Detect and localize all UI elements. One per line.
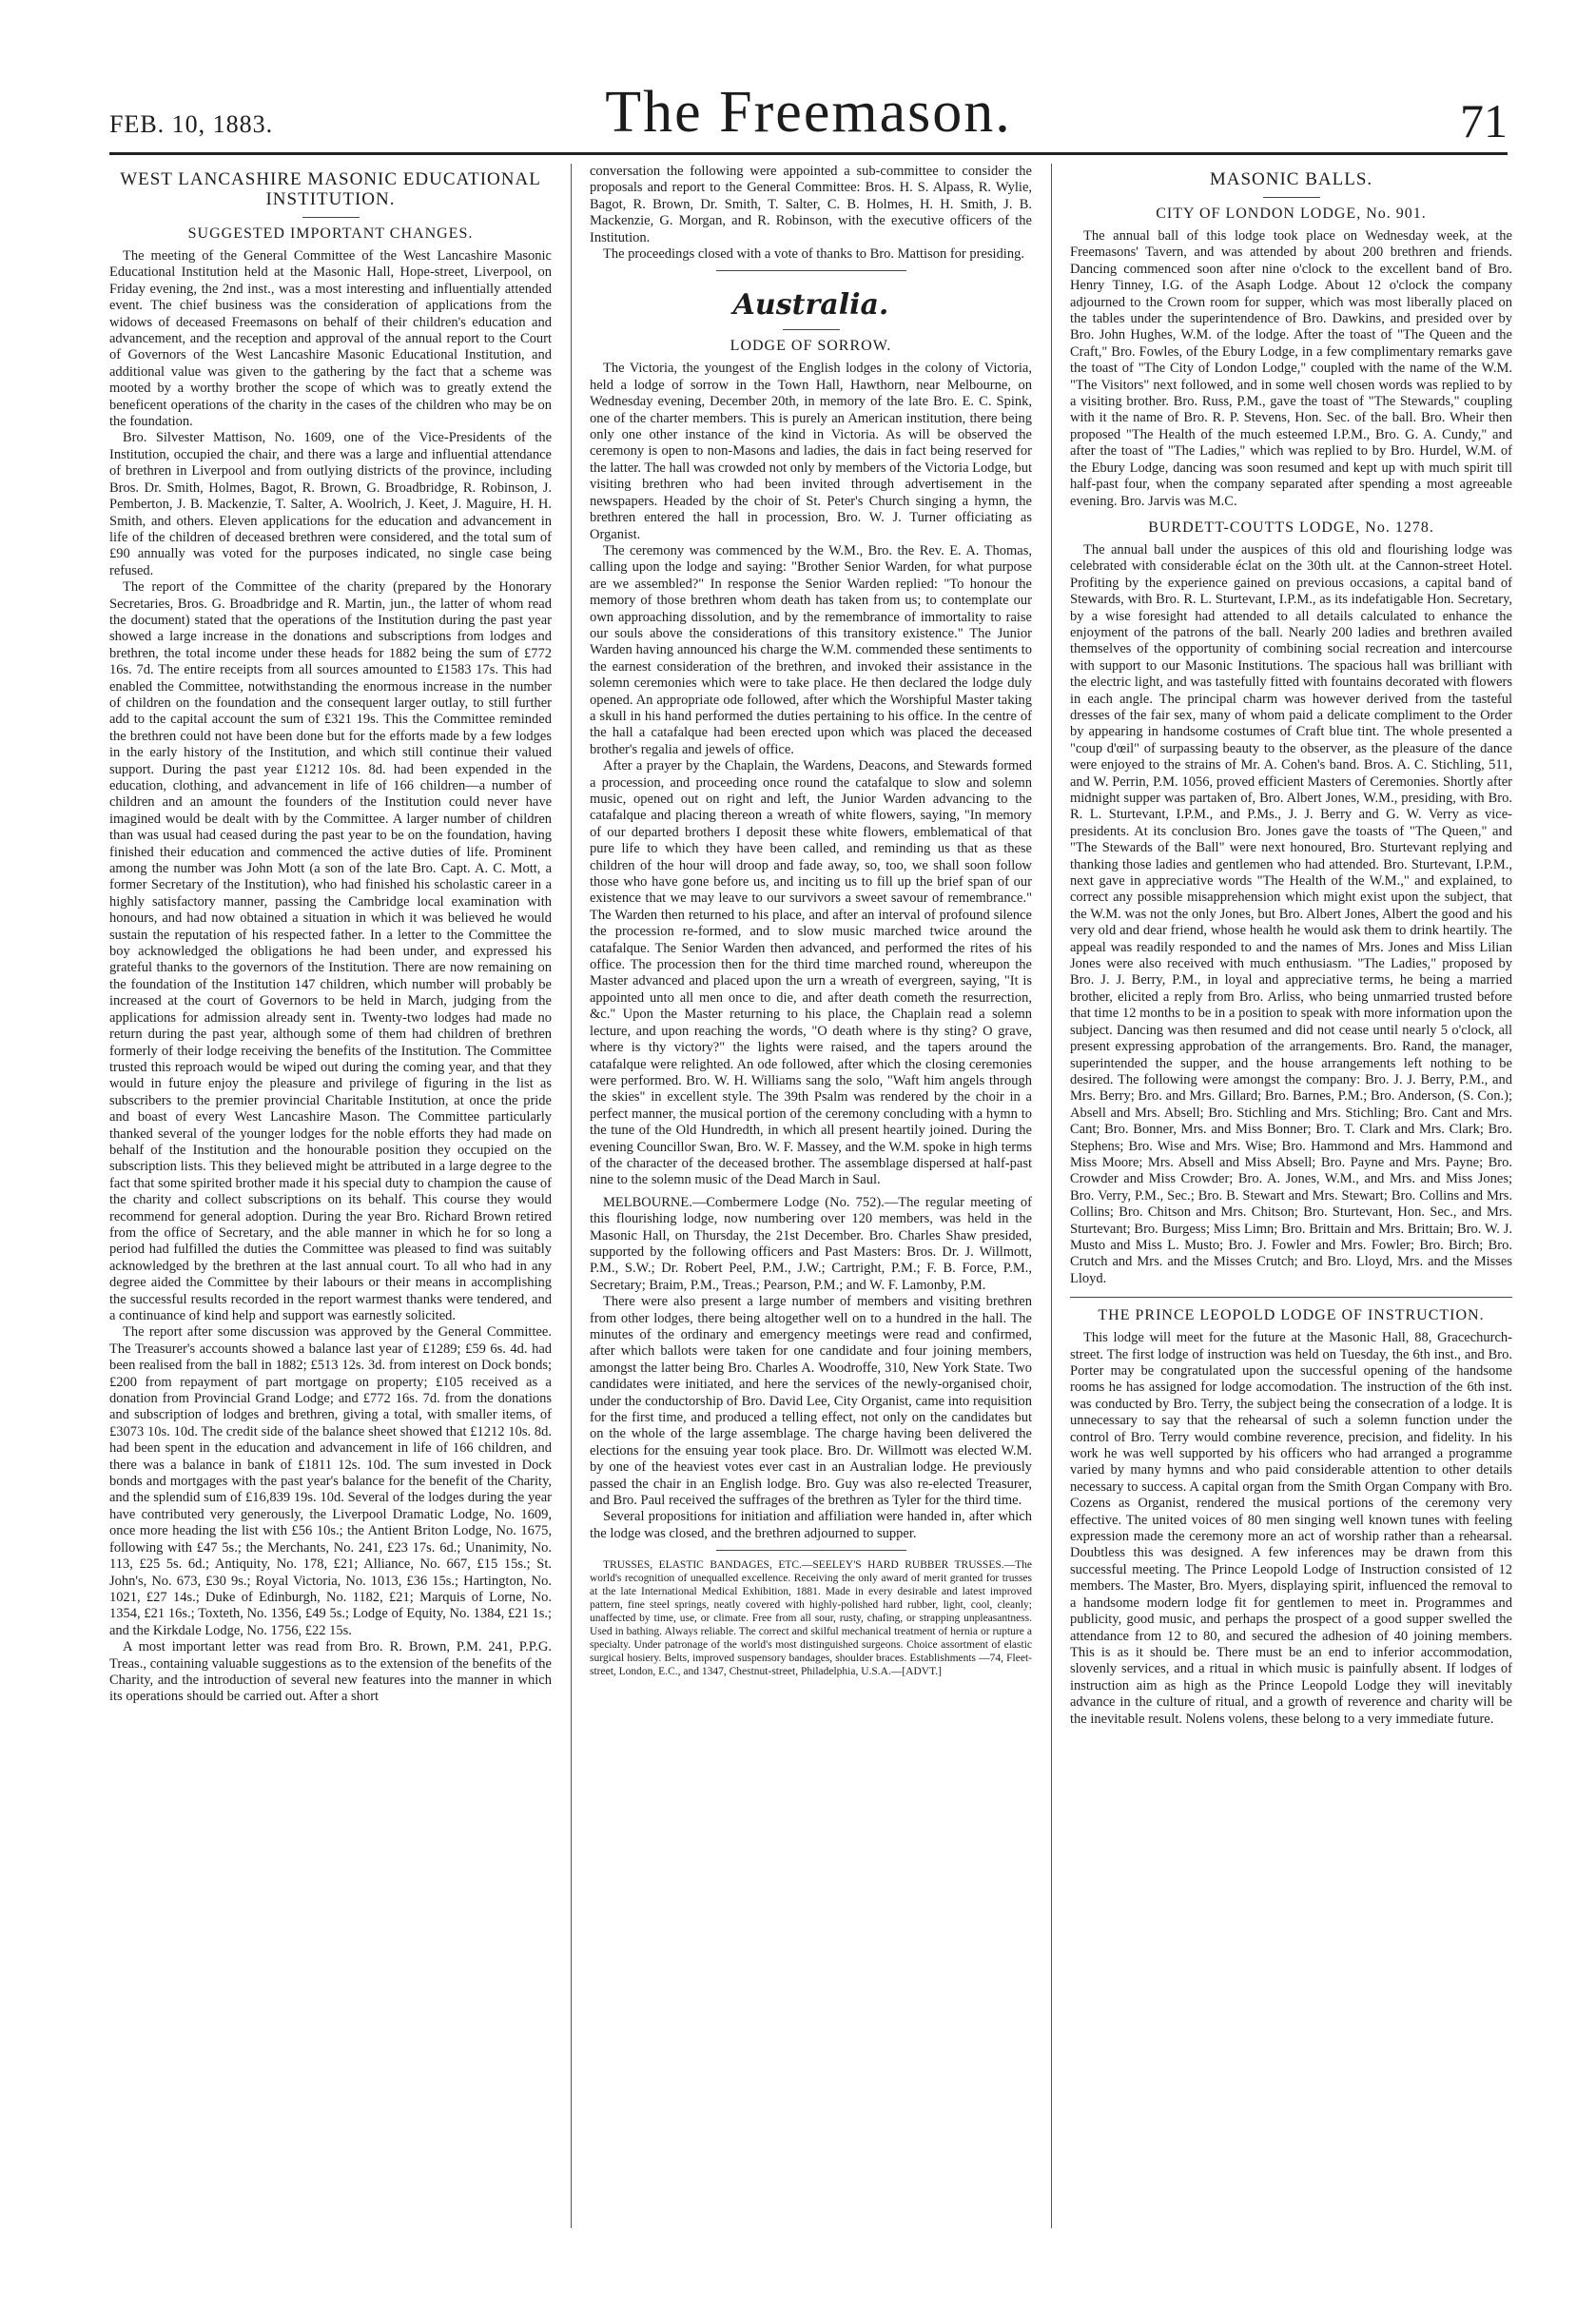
- article-heading: WEST LANCASHIRE MASONIC EDUCATIONAL INSTITUTION.: [120, 169, 541, 209]
- rule: [716, 270, 906, 271]
- paragraph: After a prayer by the Chaplain, the Wardens, Deacons, and Stewards formed a procession, and proceeding once round the catafalque to slow and solemn music, opened out on right and left, the Junior Warden advancing to the catafalque and placing thereon a wreath of white flowers, saying, "In memory of our departed brothers I deposit these white flowers, emblematical of that pure life to which they have been called, and reminding us that as these children of the hour will droop and fade away, so, too, we shall soon follow those who have gone before us, and inciting us to fill up the brief span of our existence that we may leave to our survivors a sweet savour of remembrance." The Warden then returned to his place, and after an interval of profound silence the procession re-formed, and to slow music marched twice around the catafalque. The Senior Warden then advanced, and performed the rites of his office. The procession then for the third time marched round, whereupon the Master advanced and placed upon the urn a wreath of evergreen, saying, "It is appointed unto all men once to die, and after death cometh the resurrection, &c." Upon the Master returning to his place, the Chaplain read a solemn lecture, and upon reaching the words, "O death where is thy sting? O grave, where is thy victory?" the lights were raised, and the tapers around the catafalque were relighted. An ode followed, after which the closing ceremonies were performed. Bro. W. H. Williams sang the solo, "Waft him angels through the skies" in excellent style. The 39th Psalm was rendered by the choir in a perfect manner, the musical portion of the ceremony concluding with a hymn to the tune of the Old Hundredth, in which all present heartily joined. During the evening Councillor Swan, Bro. W. F. Massey, and the W.M. spoke in high terms of the character of the deceased brother. The assemblage dispersed at half-past nine to the solemn music of the Dead March in Saul.: [590, 758, 1032, 1188]
- paragraph: The meeting of the General Committee of the West Lancashire Masonic Educational Institution held at the Masonic Hall, Hope-street, Liverpool, on Friday evening, the 2nd inst., was a most interesting and influentially attended event. The chief business was the consideration of applications from the widows of deceased Freemasons on behalf of their children's education and advancement, and the reception and approval of the annual report to the Court of Governors of the West Lancashire Masonic Educational Institution, and additional value was given to the gathering by the fact that a scheme was mooted by a worthy brother the scope of which was to greatly extend the beneficent operations of the charity in the cases of the children who may be on the foundation.: [109, 248, 552, 430]
- column-3: [1070, 164, 1512, 1728]
- page-number: 71: [1460, 94, 1508, 147]
- article-heading: THE PRINCE LEOPOLD LODGE OF INSTRUCTION.: [1098, 1307, 1485, 1324]
- masthead-rule: [109, 152, 1508, 155]
- column-divider: [571, 164, 572, 2228]
- paragraph: Bro. Silvester Mattison, No. 1609, one of the Vice-Presidents of the Institution, occupied the chair, and there was a large and influential attendance of brethren in Liverpool and from outlying districts of the province, including Bros. Dr. Smith, Holmes, Bagot, R. Brown, G. Broadbridge, R. Robinson, J. Pemberton, J. B. Mackenzie, T. Salter, A. Woolrich, J. Keet, J. Maguire, H. H. Smith, and others. Eleven applications for the education and advancement in life of the children of deceased brethren were considered, and the total sum of £90 annually was voted for the purposes indicated, no single case being refused.: [109, 430, 552, 578]
- paragraph: The report after some discussion was approved by the General Committee. The Treasurer's accounts showed a balance last year of £1289; £59 6s. 4d. had been realised from the ball in 1882; £513 12s. 3d. from interest on Dock bonds; £200 from repayment of part mortgage on property; £105 received as a donation from Provincial Grand Lodge; and £772 16s. 7d. from the donations and subscription of lodges and brethren, giving a total, with smaller items, of £3073 10s. 10d. The credit side of the balance sheet showed that £1212 10s. 8d. had been spent in the education and advancement in life of 166 children, and there was a balance in bank of £1811 12s. 10d. The sum invested in Dock bonds and mortgages with the past year's balance for the benefit of the Charity, and the splendid sum of £16,839 19s. 10d. Several of the lodges during the year have contributed very generously, the Liverpool Dramatic Lodge, No. 1609, once more heading the list with £56 10s.; the Antient Briton Lodge, No. 1675, following with £47 5s.; the Merchants, No. 241, £23 17s. 6d.; Unanimity, No. 113, £25 5s. 6d.; Antiquity, No. 178, £21; Alliance, No. 667, £15 15s.; St. John's, No. 673, £30 9s.; Royal Victoria, No. 1013, £36 15s.; Hartington, No. 1021, £27 14s.; Duke of Edinburgh, No. 1182, £21; Marquis of Lorne, No. 1354, £21 16s.; Toxteth, No. 1356, £49 5s.; Lodge of Equity, No. 1384, £21 1s.; and the Kirkdale Lodge, No. 1756, £22 15s.: [109, 1324, 552, 1638]
- column-1: [109, 164, 552, 1706]
- article-heading: LODGE OF SORROW.: [730, 338, 892, 355]
- column-2: [590, 164, 1032, 1678]
- paragraph: conversation the following were appointed a sub-committee to consider the proposals and report to the General Committee: Bros. H. S. Alpass, R. Wylie, Bagot, R. Brown, Dr. Smith, T. Salter, C. B. Holmes, H. H. Smith, J. B. Mackenzie, G. Morgan, and R. Robinson, with the executive officers of the Institution.: [590, 164, 1032, 245]
- article-heading: MASONIC BALLS.: [1209, 169, 1373, 189]
- paragraph: The annual ball under the auspices of this old and flourishing lodge was celebrated with considerable éclat on the 30th ult. at the Cannon-street Hotel. Profiting by the experience gained on previous occasions, a capital band of Stewards, with Bro. R. L. Sturtevant, I.P.M., as its indefatigable Hon. Secretary, by a wise foresight had attended to all details calculated to enhance the enjoyment of the patrons of the ball. Nearly 200 ladies and brethren availed themselves of the opportunity of combining social recreation and intercourse with support to our Masonic Institutions. The spacious hall was brilliant with the electric light, and was tastefully fitted with fountains decorated with flowers in each angle. The principal charm was however derived from the tasteful dresses of the fair sex, many of whom paid a delicate compliment to the Order by appearing in handsome costumes of Craft blue tint. The whole presented a "coup d'œil" of surpassing beauty to the observer, as the pleasure of the dance were enjoyed to the strains of Mr. A. Cohen's band. Bros. A. C. Stichling, 511, and W. Perrin, P.M. 1056, proved efficient Masters of Ceremonies. Shortly after midnight supper was partaken of, Bro. Albert Jones, W.M., presiding, with Bro. R. L. Sturtevant, I.P.M., and P.Ms., J. J. Berry and G. W. Verry as vice-presidents. At its conclusion Bro. Jones gave the toasts of "The Queen," and "The Stewards of the Ball" were next honoured, Bro. Sturtevant replying and thanking those ladies and gentlemen who had attended. Bro. Sturtevant, I.P.M., next gave in appreciative words "The Health of the W.M.," and explained, to correct any possible misapprehension which might exist upon the subject, that the W.M. was not the only Jones, but Bro. Albert Jones, Albert the good and his very old and dear friend, whose health he would ask them to drink heartily. The appeal was readily responded to and the names of Mrs. Jones and Miss Lilian Jones were also received with much enthusiasm. "The Ladies," proposed by Bro. J. J. Berry, P.M., in loyal and appreciative terms, he being a married brother, elicited a reply from Bro. Arliss, who being unmarried trusted before that time 12 months to be in a position to speak with more information upon the subject. Dancing was then resumed and did not cease until nearly 5 o'clock, all present expressing approbation of the arrangements. Bro. Rand, the manager, superintended the supper, and the house arrangements left nothing to be desired. The following were amongst the company: Bro. J. J. Berry, P.M., and Mrs. Berry; Bro. and Mrs. Gillard; Bro. Barnes, P.M.; Bro. Anderson, (S. Con.); Absell and Mrs. Absell; Bro. Stichling and Mrs. Stichling; Bro. Cant and Mrs. Cant; Bro. Bonner, Mrs. and Miss Bonner; Bro. T. Clark and Mrs. Clark; Bro. Stephens; Bro. Wise and Mrs. Wise; Bro. Hammond and Mrs. Hammond and Miss Moore; Mrs. Absell and Miss Absell; Bro. Payne and Mrs. Payne; Bro. Crowder and Miss Crowder; Bro. A. Jones, W.M., and Mrs. and Miss Jones; Bro. Verry, P.M., Sec.; Bro. B. Stewart and Mrs. Stewart; Bro. Collins and Mrs. Collins; Bro. Chitson and Mrs. Chitson; Bro. Sturtevant, Hon. Sec., and Mrs. Sturtevant; Bro. Burgess; Miss Limn; Bro. Brittain and Mrs. Brittain; Bro. W. J. Musto and Miss L. Musto; Bro. J. Fowler and Mrs. Fowler; Bro. Birch; Bro. Crutch and Mrs. and the Misses Crutch; and Bro. Lloyd, Mrs. and the Misses Lloyd.: [1070, 541, 1512, 1286]
- paragraph: The ceremony was commenced by the W.M., Bro. the Rev. E. A. Thomas, calling upon the lodge and saying: "Brother Senior Warden, for what purpose are we assembled?" In response the Senior Warden replied: "To honour the memory of those brethren whom death has taken from us; to contemplate our own approaching dissolution, and by the remembrance of immortality to raise our souls above the considerations of this transitory existence." The Junior Warden having announced his charge the W.M. commended these sentiments to the earnest consideration of the brethren, and invoked their assistance in the solemn ceremonies which were to take place. He then declared the lodge duly opened. An appropriate ode followed, after which the Worshipful Master taking a skull in his hand performed the duties pertaining to his office. In the centre of the hall a catafalque had been erected upon which was placed the deceased brother's regalia and jewels of office.: [590, 542, 1032, 757]
- masthead: [109, 65, 1508, 152]
- paragraph: The annual ball of this lodge took place on Wednesday week, at the Freemasons' Tavern, and was attended by about 200 brethren and friends. Dancing commenced soon after nine o'clock to the excellent band of Bro. Henry Tinney, I.G. of the Asaph Lodge. About 12 o'clock the company adjourned to the Crown room for supper, which was most liberally placed on the tables under the superintendence of Bro. Dawkins, and presided over by Bro. John Hughes, W.M. of the lodge. After the toast of "The Queen and the Craft," Bro. Fowles, of the Ebury Lodge, in a few complimentary remarks gave the toast of "The City of London Lodge," coupled with the name of the W.M. "The Visitors" next followed, and in some well chosen words was replied to by a visiting brother. Bro. Russ, P.M., gave the toast of "The Stewards," coupling with it the name of Bro. R. P. Stevens, Hon. Sec. of the ball. Bro. Wheir then proposed "The Health of the much esteemed I.P.M., Bro. G. A. Cundy," and after the toast of "The Ladies," which was replied to by Bro. Hurdel, W.M. of the Ebury Lodge, dancing was soon resumed and kept up with much spirit till half-past four, when the company separated after spending a most agreeable evening. Bro. Jarvis was M.C.: [1070, 228, 1512, 509]
- newspaper-title: The Freemason.: [605, 80, 1012, 145]
- paragraph: MELBOURNE.—Combermere Lodge (No. 752).—The regular meeting of this flourishing lodge, now numbering over 120 members, was held in the Masonic Hall, on Thursday, the 21st December. Bro. Charles Shaw presided, supported by the following officers and Past Masters: Bros. Dr. J. Willmott, P.M., S.W.; Dr. Robert Peel, P.M., J.W.; Cartright, P.M.; F. B. Force, P.M., Secretary; Braim, P.M., Treas.; Pearson, P.M.; and W. F. Lamonby, P.M.: [590, 1194, 1032, 1293]
- issue-date: FEB. 10, 1883.: [109, 110, 274, 138]
- rule: [1263, 197, 1320, 198]
- paragraph: This lodge will meet for the future at the Masonic Hall, 88, Gracechurch-street. The first lodge of instruction was held on Tuesday, the 6th inst., and Bro. Porter may be congratulated upon the successful opening of the handsome rooms he has assigned for lodge accomodation. The instruction of the 6th inst. was conducted by Bro. Terry, the subject being the consecration of a lodge. It is unnecessary to say that the rehearsal of such a solemn function under the control of Bro. Terry would combine reverence, precision, and fidelity. In his work he was well supported by his officers who had arranged a programme varied by many hymns and who paid considerable attention to other details necessary to success. A capital organ from the Smith Organ Company with Bro. Cozens as Organist, rendered the musical portions of the ceremony very effective. The united voices of 80 men singing well known tunes with feeling expression made the ceremony more an act of worship rather than a rehearsal. Doubtless this was designed. A few inferences may be drawn from this successful meeting. The Prince Leopold Lodge of Instruction consisted of 12 members. The Master, Bro. Myers, displaying spirit, influenced the removal to a handsome modern lodge fit for gentlemen to meet in. Programmes and publicity, good music, and perhaps the prospect of a good supper swelled the attendance from 12 to 80, and secured the adhesion of 40 joining members. This is as it should be. There must be an end to inferior accommodation, slovenly services, and a ritual in which music is painfully absent. If lodges of instruction aim as high as the Prince Leopold Lodge they will inevitably advance in the culture of ritual, and a growth of reverence and charity will be the inevitable result. Nolens volens, these belong to a very immediate future.: [1070, 1330, 1512, 1727]
- rule: [783, 329, 840, 330]
- paragraph: There were also present a large number of members and visiting brethren from other lodges, there being altogether well on to a hundred in the hall. The minutes of the ordinary and emergency meetings were read and confirmed, after which ballots were taken for one candidate and four joining members, amongst the latter being Bro. Charles A. Woodroffe, 310, New York State. Two candidates were initiated, and here the services of the newly-organised choir, under the conductorship of Bro. David Lee, City Organist, came into requisition for the first time, and produced a telling effect, not only on the candidates but on the whole of the large assemblage. The charge having been delivered the elections for the ensuing year took place. Bro. Dr. Willmott was elected W.M. by one of the heaviest votes ever cast in an Australian lodge. He previously passed the chair in an English lodge. Bro. Guy was also re-elected Treasurer, and Bro. Paul received the suffrages of the brethren as Tyler for the third time.: [590, 1294, 1032, 1509]
- article-subheading: CITY OF LONDON LODGE, No. 901.: [1156, 206, 1427, 222]
- article-subheading: BURDETT-COUTTS LODGE, No. 1278.: [1148, 519, 1434, 536]
- rule: [1070, 1297, 1512, 1298]
- rule: [716, 1550, 906, 1551]
- section-title: Australia.: [732, 288, 889, 323]
- paragraph: The report of the Committee of the charity (prepared by the Honorary Secretaries, Bros. G. Broadbridge and R. Martin, jun., the latter of whom read the document) stated that the operations of the Institution during the past year showed a large increase in the donations and subscriptions from lodges and brethren, the total income under these heads for 1882 being the sum of £772 16s. 7d. The entire receipts from all sources amounted to £1583 17s. This had enabled the Committee, notwithstanding the enormous increase in the number of children on the foundation and the consequent larger outlay, to still further add to the capital account the sum of £321 19s. This the Committee reminded the brethren could not have been done but for the efforts made by a few lodges in the early history of the Institution, and which still continue their valued support. During the past year £1212 10s. 8d. had been expended in the education, clothing, and advancement in life of 166 children—a number of children and an amount the founders of the Institution could never have imagined would be dealt with by the Committee. A larger number of children than was usual had ceased during the past year to be on the foundation, having finished their education and commenced the active duties of life. Prominent among the number was John Mott (a son of the late Bro. Capt. A. C. Mott, a former Secretary of the Institution), who had finished his scholastic career in a highly satisfactory manner, passing the Cambridge local examination with honours, and had now obtained a situation in which it was believed he would sustain the reputation of his respected father. In a letter to the Committee the boy acknowledged the obligations he had been under, and expressed his grateful thanks to the governors of the Institution. There are now remaining on the foundation of the Institution 147 children, which number will probably be increased at the court of Governors to be held in March, judging from the applications for admission already sent in. Twenty-two lodges had made no return during the past year, although some of them had children of brethren formerly of their lodge receiving the benefits of the Institution. The Committee trusted this reproach would be wiped out during the coming year, and that they would in future enjoy the pleasure and privilege of figuring in the list as subscribers to the premier provincial Charitable Institution, at once the pride and boast of every West Lancashire Mason. The Committee particularly thanked several of the younger lodges for the noble efforts they had made on behalf of the Institution and the honourable position they occupied on the subscription lists. This they believed might be attributed in a large degree to the fact that some spirited brother made it his special duty to champion the cause of the charity and collect subscriptions on its behalf. This course they would recommend for general adoption. During the year Bro. Richard Brown retired from the office of Secretary, and the able manner in which he for so long a period had fulfilled the duties the Committee was pleased to find was suitably acknowledged by the brethren at the last annual court. To all who had in any degree aided the Committee by their labours or their means in accomplishing the successful results recorded in the report warmest thanks were tendered, and a continuance of kind help and support was earnestly solicited.: [109, 579, 552, 1323]
- rule: [302, 217, 360, 218]
- column-divider: [1051, 164, 1052, 2228]
- paragraph: A most important letter was read from Bro. R. Brown, P.M. 241, P.P.G. Treas., containing valuable suggestions as to the extension of the benefits of the Charity, and the introduction of several new features into the manner in which its operations should be carried out. After a short: [109, 1639, 552, 1705]
- paragraph: Several propositions for initiation and affiliation were handed in, after which the lodge was closed, and the brethren adjourned to supper.: [590, 1509, 1032, 1541]
- paragraph: The proceedings closed with a vote of thanks to Bro. Mattison for presiding.: [603, 246, 1024, 263]
- paragraph: The Victoria, the youngest of the English lodges in the colony of Victoria, held a lodge of sorrow in the Town Hall, Hawthorn, near Melbourne, on Wednesday evening, December 20th, in memory of the late Bro. E. C. Spink, one of the charter members. This is purely an American institution, there being only one other instance of the kind in Victoria. As will be observed the ceremony is open to non-Masons and ladies, the dais in fact being reserved for the latter. The hall was crowded not only by members of the Victoria Lodge, but visiting brethren who had been invited through advertisement in the newspapers. Headed by the choir of St. Peter's Church singing a hymn, the brethren entered the hall in procession, Bro. W. J. Turner officiating as Organist.: [590, 361, 1032, 542]
- advertisement: TRUSSES, ELASTIC BANDAGES, ETC.—SEELEY'S HARD RUBBER TRUSSES.—The world's recognition of unequalled excellence. Receiving the only award of merit granted for trusses at the late International Medical Exhibition, 1881. Made in every desirable and latest improved pattern, fine steel springs, neatly covered with highly-polished hard rubber, light, cool, cleanly; unaffected by time, use, or climate. Free from all sour, rusty, chafing, or strapping unpleasantness. Used in bathing. Always reliable. The correct and skilful mechanical treatment of hernia or rupture a specialty. Under patronage of the world's most distinguished surgeons. Choice assortment of elastic surgical hosiery. Belts, improved suspensory bandages, shoulder braces. Establishments —74, Fleet-street, London, E.C., and 1347, Chestnut-street, Philadelphia, U.S.A.—[ADVT.]: [590, 1559, 1032, 1678]
- article-subheading: SUGGESTED IMPORTANT CHANGES.: [187, 225, 474, 242]
